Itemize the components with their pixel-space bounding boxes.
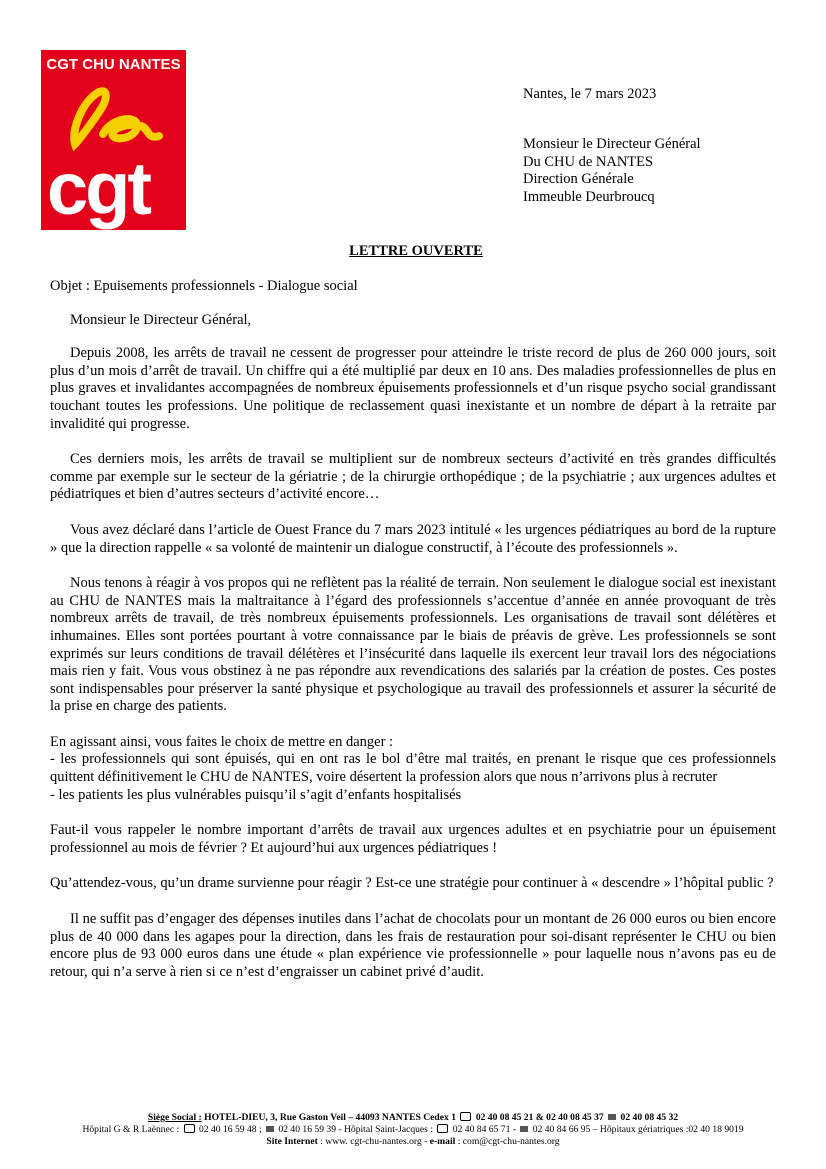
letter-body [50, 278, 776, 999]
date-line: Nantes, le 7 mars 2023 [523, 86, 657, 102]
footer-siege-address: HOTEL-DIEU, 3, Rue Gaston Veil – 44093 NANTES Cedex 1 [204, 1112, 456, 1123]
recipient-line: Du CHU de NANTES [523, 153, 654, 170]
fax-icon [520, 1126, 528, 1132]
footer-siege-row [0, 1112, 826, 1124]
logo-cgt-text: cgt [47, 147, 149, 230]
recipient-line: Immeuble Deurbroucq [523, 188, 655, 205]
logo-la-script [41, 80, 181, 155]
question-paragraph: Qu’attendez-vous, qu’un drame survienne pour réagir ? Est-ce une stratégie pour continuer à « descendre » l’hôpital public ? [50, 875, 774, 892]
recipient-line: Direction Générale [523, 171, 634, 187]
footer-web-label: Site Internet [266, 1136, 318, 1147]
danger-intro: En agissant ainsi, vous faites le choix de mettre en danger : [50, 733, 394, 750]
recipient-block [523, 136, 701, 206]
cgt-logo [41, 50, 186, 230]
body-paragraph-last: Il ne suffit pas d’engager des dépenses inutiles dans l’achat de chocolats pour un montant de 26 000 euros ou bien encore plus de 40 000 dans les agapes pour la direction, dans les frais de restauration pour soi-disant représenter le CHU ou bien encore plus de 93 000 euros dans une étude « plan expérience vie professionnelle » pour laquelle nous n’avons pas eu de retour, qui n’a serve à rien si ce n’est d’engraisser un cabinet privé d’audit. [50, 911, 776, 980]
body-paragraph: Vous avez déclaré dans l’article de Ouest France du 7 mars 2023 intitulé « les urgences pédiatriques au bord de la rupture » que la direction rappelle « sa volonté de maintenir un dialogue constructif, à l’écoute des professionnels ». [50, 521, 776, 556]
footer-email-link[interactable]: : com@cgt-chu-nantes.org [457, 1136, 560, 1147]
logo-top-text: CGT CHU NANTES [46, 56, 181, 73]
footer-siege-label: Siège Social : [147, 1112, 202, 1123]
footer-hospitals-row [0, 1124, 826, 1136]
danger-item: - les professionnels qui sont épuisés, qui en ont ras le bol d’être mal traités, en prenant le risque que ces professionnels quittent définitivement le CHU de NANTES, voire désertent la profession alors que nous n’arrivons plus à recruter [50, 751, 776, 786]
body-paragraph: Depuis 2008, les arrêts de travail ne cessent de progresser pour atteindre le triste record de plus de 260 000 jours, soit plus d’un mois d’arrêt de travail. Un chiffre qui a été multiplié par deux en 10 ans. Des maladies professionnelles de plus en plus graves et invalidantes accompagnées de nombreux épuisements professionnels et d’un risque psycho social grandissant touchant toutes les professions. Une politique de reclassement quasi inexistante et un nombre de départ à la retraite par invalidité qui progresse. [50, 345, 776, 432]
footer-laennec-label: Hôpital G & R Laënnec : [82, 1124, 180, 1135]
recipient-line: Monsieur le Directeur Général [523, 136, 701, 152]
footer-siege-fax: 02 40 08 45 32 [620, 1112, 679, 1123]
object-line: Objet : Epuisements professionnels - Dialogue social [50, 278, 358, 294]
fax-icon [266, 1126, 274, 1132]
body-paragraph: Nous tenons à réagir à vos propos qui ne reflètent pas la réalité de terrain. Non seulement le dialogue social est inexistant au CHU de NANTES mais la maltraitance à l’égard des professionnels s’accentue d’année en année provoquant de très nombreux arrêts de travail, de très nombreux épuisements professionnels. Les organisations de travail sont délétères et inhumaines. Elles sont portées pourtant à votre connaissance par le biais de préavis de grève. Les professionnels se sont exprimés sur leurs conditions de travail délétères et l’insécurité dans laquelle ils exercent leur travail lors des négociations mais rien y fait. Vous vous obstinez à ne pas répondre aux revendications des salariés par la création de postes. Ces postes sont indispensables pour préserver la santé physique et psychologique au travail des professionnels et assurer la sécurité de la prise en charge des patients. [50, 575, 776, 715]
footer-web-row [0, 1136, 826, 1148]
footer-laennec-fax: 02 40 16 59 39 - Hôpital Saint-Jacques : [278, 1124, 433, 1135]
footer [0, 1112, 826, 1148]
footer-stjacques-fax: 02 40 84 66 95 – Hôpitaux gériatriques :02 40 18 9019 [532, 1124, 744, 1135]
footer-stjacques-phone: 02 40 84 65 71 - [452, 1124, 516, 1135]
body-paragraph: Ces derniers mois, les arrêts de travail se multiplient sur de nombreux secteurs d’activité en très grandes difficultés comme par exemple sur le secteur de la gériatrie ; de la chirurgie orthopédique ; de la psychiatrie ; aux urgences adultes et pédiatriques et bien d’autres secteurs d’activité encore… [50, 451, 776, 503]
letter-title: LETTRE OUVERTE [349, 243, 483, 259]
danger-list [50, 734, 776, 804]
footer-web-link[interactable]: : www. cgt-chu-nantes.org - [320, 1136, 428, 1147]
salutation: Monsieur le Directeur Général, [70, 311, 252, 328]
footer-siege-phones: 02 40 08 45 21 & 02 40 08 45 37 [475, 1112, 604, 1123]
fax-icon [608, 1114, 616, 1120]
phone-icon [437, 1124, 448, 1133]
footer-email-label: e-mail [429, 1136, 456, 1147]
phone-icon [184, 1124, 195, 1133]
danger-item: - les patients les plus vulnérables puisqu’il s’agit d’enfants hospitalisés [50, 786, 462, 803]
question-paragraph: Faut-il vous rappeler le nombre important d’arrêts de travail aux urgences adultes et en psychiatrie pour un épuisement professionnel au mois de février ? Et aujourd’hui aux urgences pédiatriques ! [50, 822, 776, 856]
footer-laennec-phone: 02 40 16 59 48 ; [198, 1124, 262, 1135]
phone-icon [460, 1112, 471, 1121]
